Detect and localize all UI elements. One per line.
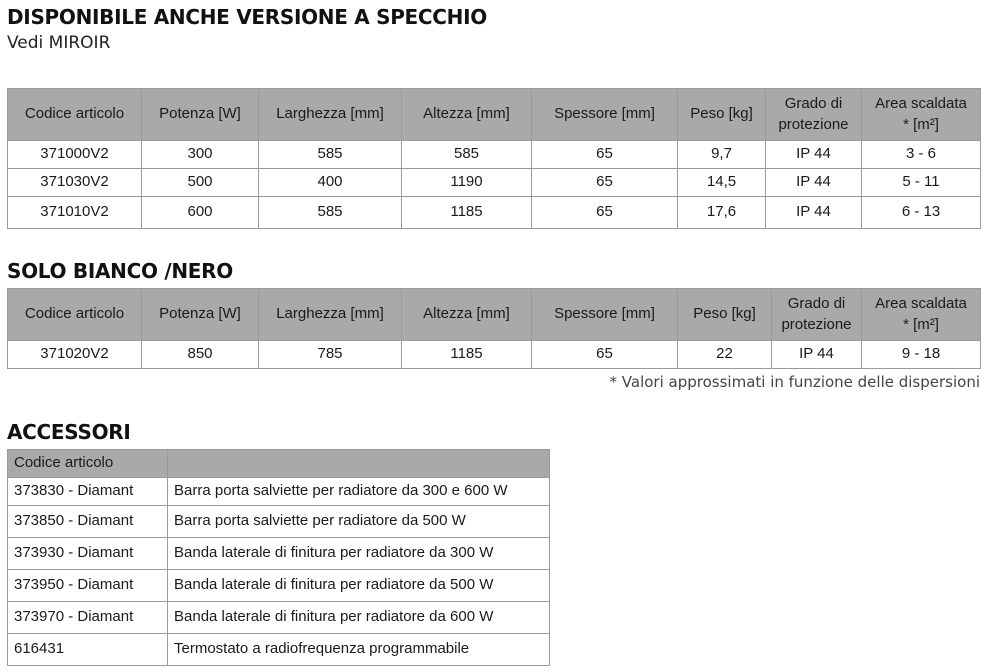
table-header-row: [8, 450, 550, 478]
cell-potenza: 600: [142, 197, 259, 229]
cell-descrizione: Banda laterale di finitura per radiatore da 600 W: [168, 602, 550, 634]
header-area: [862, 89, 981, 141]
cell-codice: 373950 - Diamant: [8, 570, 168, 602]
spec-table-solo: [7, 288, 981, 369]
cell-grado: IP 44: [772, 341, 862, 369]
cell-spessore: 65: [532, 169, 678, 197]
cell-peso: 17,6: [678, 197, 766, 229]
header-codice: Codice articolo: [8, 89, 142, 141]
table-row: [8, 197, 981, 229]
header-larghezza: Larghezza [mm]: [259, 289, 402, 341]
header-area-line2: * [m²]: [903, 115, 939, 133]
accessori-table: [7, 449, 550, 666]
header-grado-line1: Grado di: [787, 295, 846, 313]
header-grado: [766, 89, 862, 141]
cell-spessore: 65: [532, 141, 678, 169]
cell-potenza: 300: [142, 141, 259, 169]
cell-altezza: 1185: [402, 197, 532, 229]
cell-descrizione: Termostato a radiofrequenza programmabile: [168, 634, 550, 666]
cell-larghezza: 400: [259, 169, 402, 197]
cell-area: 9 - 18: [862, 341, 981, 369]
table-row: [8, 341, 981, 369]
header-peso: Peso [kg]: [678, 289, 772, 341]
cell-descrizione: Barra porta salviette per radiatore da 500 W: [168, 506, 550, 538]
cell-spessore: 65: [532, 341, 678, 369]
table-row: [8, 506, 550, 538]
cell-peso: 9,7: [678, 141, 766, 169]
cell-codice: 371000V2: [8, 141, 142, 169]
header-peso: Peso [kg]: [678, 89, 766, 141]
header-codice: Codice articolo: [8, 289, 142, 341]
cell-peso: 22: [678, 341, 772, 369]
table-row: [8, 141, 981, 169]
header-area: [862, 289, 981, 341]
header-area-line1: Area scaldata: [875, 95, 967, 113]
header-spessore: Spessore [mm]: [532, 289, 678, 341]
cell-altezza: 585: [402, 141, 532, 169]
cell-larghezza: 585: [259, 197, 402, 229]
section-title-accessori: ACCESSORI: [7, 420, 131, 444]
table-row: [8, 169, 981, 197]
cell-altezza: 1185: [402, 341, 532, 369]
header-spessore: Spessore [mm]: [532, 89, 678, 141]
cell-codice: 616431: [8, 634, 168, 666]
cell-peso: 14,5: [678, 169, 766, 197]
section-title-solo: SOLO BIANCO /NERO: [7, 259, 233, 283]
table-row: [8, 570, 550, 602]
header-area-line2: * [m²]: [903, 315, 939, 333]
header-potenza: Potenza [W]: [142, 89, 259, 141]
header-descrizione: [168, 450, 550, 478]
header-grado-line2: protezione: [778, 115, 849, 133]
spec-table-main: [7, 88, 981, 229]
subtitle-miroir: Vedi MIROIR: [7, 33, 111, 53]
cell-potenza: 500: [142, 169, 259, 197]
table-row: [8, 602, 550, 634]
cell-area: 5 - 11: [862, 169, 981, 197]
cell-potenza: 850: [142, 341, 259, 369]
cell-altezza: 1190: [402, 169, 532, 197]
table-row: [8, 478, 550, 506]
cell-codice: 373930 - Diamant: [8, 538, 168, 570]
header-altezza: Altezza [mm]: [402, 289, 532, 341]
cell-descrizione: Barra porta salviette per radiatore da 300 e 600 W: [168, 478, 550, 506]
table-row: [8, 634, 550, 666]
cell-area: 3 - 6: [862, 141, 981, 169]
header-grado-line2: protezione: [781, 315, 852, 333]
header-grado: [772, 289, 862, 341]
cell-descrizione: Banda laterale di finitura per radiatore da 300 W: [168, 538, 550, 570]
cell-spessore: 65: [532, 197, 678, 229]
cell-codice: 371020V2: [8, 341, 142, 369]
cell-codice: 373830 - Diamant: [8, 478, 168, 506]
section-title-specchio: DISPONIBILE ANCHE VERSIONE A SPECCHIO: [7, 5, 487, 29]
cell-grado: IP 44: [766, 141, 862, 169]
cell-grado: IP 44: [766, 197, 862, 229]
header-altezza: Altezza [mm]: [402, 89, 532, 141]
cell-codice: 373970 - Diamant: [8, 602, 168, 634]
cell-grado: IP 44: [766, 169, 862, 197]
footnote-dispersioni: * Valori approssimati in funzione delle dispersioni: [609, 373, 980, 391]
table-header-row: [8, 89, 981, 141]
header-larghezza: Larghezza [mm]: [259, 89, 402, 141]
header-potenza: Potenza [W]: [142, 289, 259, 341]
cell-area: 6 - 13: [862, 197, 981, 229]
cell-codice: 373850 - Diamant: [8, 506, 168, 538]
header-codice: Codice articolo: [8, 450, 168, 478]
table-header-row: [8, 289, 981, 341]
cell-larghezza: 785: [259, 341, 402, 369]
header-area-line1: Area scaldata: [875, 295, 967, 313]
cell-descrizione: Banda laterale di finitura per radiatore da 500 W: [168, 570, 550, 602]
cell-codice: 371030V2: [8, 169, 142, 197]
cell-larghezza: 585: [259, 141, 402, 169]
cell-codice: 371010V2: [8, 197, 142, 229]
table-row: [8, 538, 550, 570]
header-grado-line1: Grado di: [784, 95, 843, 113]
